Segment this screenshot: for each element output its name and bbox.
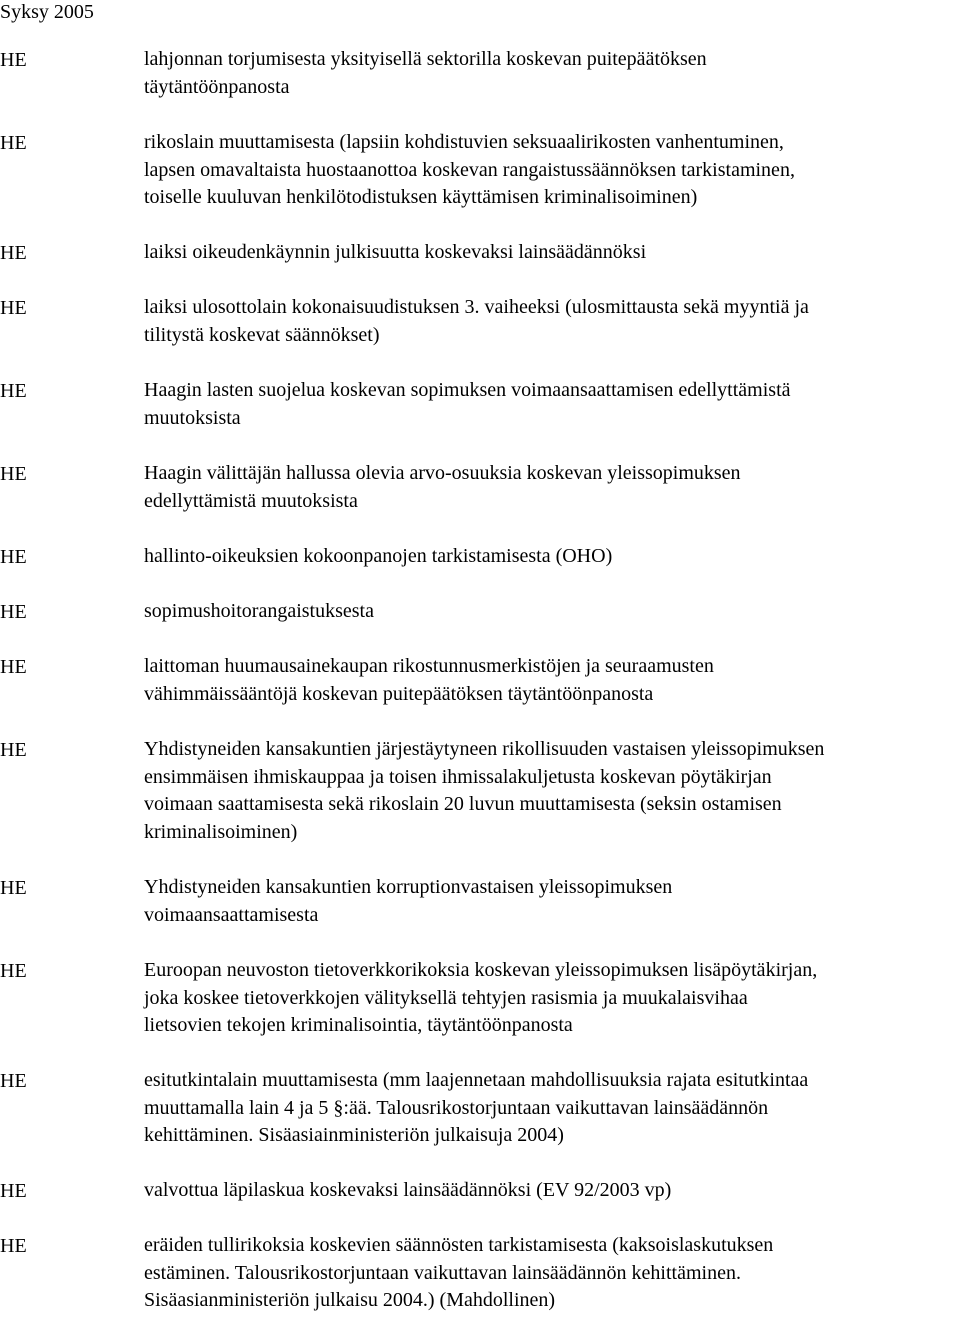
entry-description	[144, 129, 960, 212]
page-heading: Syksy 2005	[0, 1, 94, 23]
entry-description	[144, 460, 960, 515]
entry-code: HE	[0, 1180, 27, 1202]
entry-description-line: ensimmäisen ihmiskauppaa ja toisen ihmissalakuljetusta koskevan pöytäkirjan	[144, 765, 772, 788]
entry-code: HE	[0, 877, 27, 899]
entry-description	[144, 653, 960, 708]
entry-description-line: toiselle kuuluvan henkilötodistuksen käyttämisen kriminalisoiminen)	[144, 186, 698, 208]
entry-code: HE	[0, 1235, 27, 1257]
entry-description-line: rikoslain muuttamisesta (lapsiin kohdistuvien seksuaalirikosten vanhentuminen,	[144, 131, 784, 153]
entry-description-line: laiksi oikeudenkäynnin julkisuutta koskevaksi lainsäädännöksi	[144, 241, 647, 263]
entry-description-line: Yhdistyneiden kansakuntien korruptionvastaisen yleissopimuksen	[144, 876, 673, 898]
entry-description-line: muutoksista	[144, 406, 241, 429]
entry-code: HE	[0, 242, 27, 264]
entry-description	[144, 377, 960, 432]
entry-description-line: Haagin lasten suojelua koskevan sopimuksen voimaansaattamisen edellyttämistä	[144, 379, 791, 401]
entry-description	[144, 46, 960, 101]
entry-description-line: laittoman huumausainekaupan rikostunnusmerkistöjen ja seuraamusten	[144, 655, 714, 677]
entry-description-line: kehittäminen. Sisäasiainministeriön julkaisuja 2004)	[144, 1124, 564, 1146]
entry-description-line: hallinto-oikeuksien kokoonpanojen tarkistamisesta (OHO)	[144, 545, 613, 567]
entry-description-line: joka koskee tietoverkkojen välityksellä tehtyjen rasismia ja muukalaisvihaa	[144, 986, 748, 1009]
entry-description-line: Haagin välittäjän hallussa olevia arvo-osuuksia koskevan yleissopimuksen	[144, 462, 741, 484]
entry-description	[144, 543, 960, 571]
entry-code: HE	[0, 960, 27, 982]
entry-description-line: valvottua läpilaskua koskevaksi lainsäädännöksi (EV 92/2003 vp)	[144, 1179, 672, 1201]
entry-description	[144, 239, 960, 267]
entry-code: HE	[0, 463, 27, 485]
entry-description-line: esitutkintalain muuttamisesta (mm laajennetaan mahdollisuuksia rajata esitutkintaa	[144, 1069, 809, 1091]
entry-code: HE	[0, 49, 27, 71]
entry-code: HE	[0, 656, 27, 678]
entry-code: HE	[0, 1070, 27, 1092]
entry-code: HE	[0, 601, 27, 623]
entry-code: HE	[0, 739, 27, 761]
entry-code: HE	[0, 546, 27, 568]
entry-code: HE	[0, 132, 27, 154]
entry-description-line: lahjonnan torjumisesta yksityisellä sektorilla koskevan puitepäätöksen	[144, 48, 707, 70]
entry-description-line: Sisäasianministeriön julkaisu 2004.) (Mahdollinen)	[144, 1289, 556, 1311]
entry-description-line: edellyttämistä muutoksista	[144, 489, 358, 512]
entry-description-line: voimaansaattamisesta	[144, 903, 319, 926]
entry-description	[144, 957, 960, 1040]
entry-description	[144, 294, 960, 349]
entry-description	[144, 1232, 960, 1315]
entry-code: HE	[0, 297, 27, 319]
entry-description-line: muuttamalla lain 4 ja 5 §:ää. Talousrikostorjuntaan vaikuttavan lainsäädännön	[144, 1096, 769, 1119]
entry-description-line: kriminalisoiminen)	[144, 820, 298, 843]
entry-description-line: vähimmäissääntöjä koskevan puitepäätöksen täytäntöönpanosta	[144, 682, 654, 705]
entry-description-line: tilitystä koskevat säännökset)	[144, 323, 380, 346]
entry-description	[144, 1067, 960, 1150]
entry-description-line: Euroopan neuvoston tietoverkkorikoksia koskevan yleissopimuksen lisäpöytäkirjan,	[144, 959, 818, 981]
entry-description	[144, 598, 960, 626]
entry-description	[144, 1177, 960, 1205]
entry-description-line: lapsen omavaltaista huostaanottoa koskevan rangaistussäännöksen tarkistaminen,	[144, 158, 795, 181]
entry-description-line: estäminen. Talousrikostorjuntaan vaikuttavan lainsäädännön kehittäminen.	[144, 1261, 741, 1284]
entry-description-line: lietsovien tekojen kriminalisointia, täytäntöönpanosta	[144, 1014, 573, 1036]
entry-description-line: sopimushoitorangaistuksesta	[144, 600, 374, 622]
entry-description	[144, 736, 960, 846]
entry-description-line: Yhdistyneiden kansakuntien järjestäytyneen rikollisuuden vastaisen yleissopimuksen	[144, 738, 825, 760]
entry-description-line: eräiden tullirikoksia koskevien säännösten tarkistamisesta (kaksoislaskutuksen	[144, 1234, 774, 1256]
entry-description-line: täytäntöönpanosta	[144, 75, 290, 98]
entry-description-line: laiksi ulosottolain kokonaisuudistuksen 3. vaiheeksi (ulosmittausta sekä myyntiä ja	[144, 296, 809, 318]
entry-description-line: voimaan saattamisesta sekä rikoslain 20 luvun muuttamisesta (seksin ostamisen	[144, 793, 782, 815]
entry-description	[144, 874, 960, 929]
entry-code: HE	[0, 380, 27, 402]
